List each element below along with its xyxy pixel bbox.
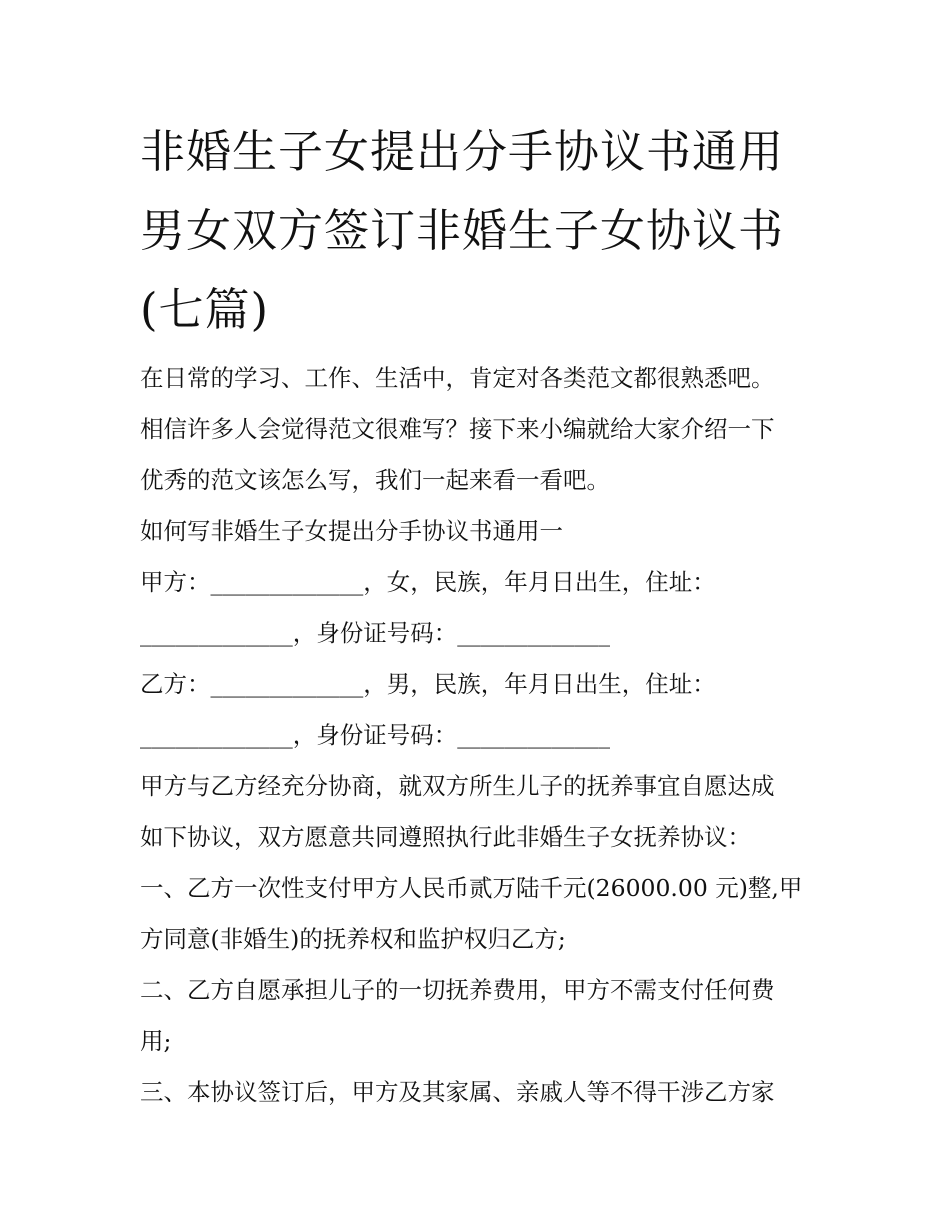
clause-2-line: 用;	[140, 1027, 172, 1055]
party-b-id-line: _____________，身份证号码：_____________	[140, 721, 610, 749]
document-title: 非婚生子女提出分手协议书通用 男女双方签订非婚生子女协议书(七篇)	[140, 125, 785, 336]
clause-1-line: 一、乙方一次性支付甲方人民币贰万陆千元(26000.00 元)整,甲	[140, 874, 803, 902]
document-body	[140, 353, 830, 1118]
party-b-line: 乙方：_____________，男，民族，年月日出生，住址：	[140, 670, 716, 698]
body-line: 优秀的范文该怎么写，我们一起来看一看吧。	[140, 466, 610, 494]
body-line: 在日常的学习、工作、生活中，肯定对各类范文都很熟悉吧。	[140, 364, 775, 392]
clause-3-line: 三、本协议签订后，甲方及其家属、亲戚人等不得干涉乙方家	[140, 1078, 775, 1106]
body-line: 如下协议，双方愿意共同遵照执行此非婚生子女抚养协议：	[140, 823, 751, 851]
section-heading: 如何写非婚生子女提出分手协议书通用一	[140, 517, 563, 545]
clause-2-line: 二、乙方自愿承担儿子的一切抚养费用，甲方不需支付任何费	[140, 976, 775, 1004]
party-a-line: 甲方：_____________，女，民族，年月日出生，住址：	[140, 568, 716, 596]
body-line: 相信许多人会觉得范文很难写？接下来小编就给大家介绍一下	[140, 415, 775, 443]
body-line: 甲方与乙方经充分协商，就双方所生儿子的抚养事宜自愿达成	[140, 772, 775, 800]
party-a-id-line: _____________，身份证号码：_____________	[140, 619, 610, 647]
clause-1-line: 方同意(非婚生)的抚养权和监护权归乙方;	[140, 925, 566, 953]
